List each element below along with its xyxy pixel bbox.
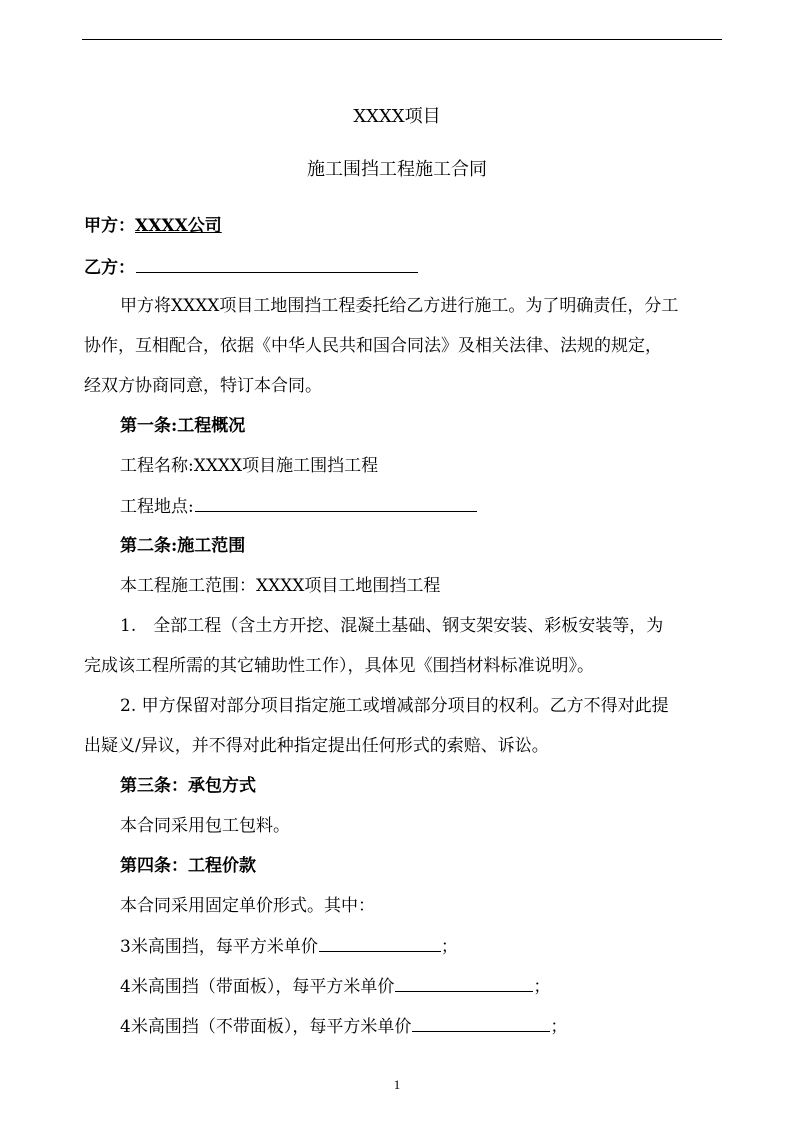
price-end-2: ； — [533, 977, 551, 997]
price-line-2 — [120, 975, 550, 998]
scope-item-2-line-1: 2. 甲方保留对部分项目指定施工或增减部分项目的权利。乙方不得对此提 — [120, 696, 669, 716]
party-a-label: 甲方： — [84, 216, 135, 236]
scope-item-1-line-1: 1. 全部工程（含土方开挖、混凝土基础、钢支架安装、彩板安装等，为 — [120, 616, 664, 636]
project-location-label: 工程地点: — [120, 497, 194, 517]
project-name-line: 工程名称:XXXX项目施工围挡工程 — [120, 456, 379, 476]
party-b-blank — [136, 256, 418, 273]
party-b-label: 乙方： — [84, 258, 135, 278]
intro-line-1: 甲方将XXXX项目工地围挡工程委托给乙方进行施工。为了明确责任，分工 — [120, 296, 679, 316]
intro-line-2: 协作，互相配合，依据《中华人民共和国合同法》及相关法律、法规的规定， — [84, 336, 662, 356]
header-rule — [82, 39, 722, 40]
price-line-3 — [120, 1015, 567, 1038]
article-4-heading: 第四条：工程价款 — [120, 856, 256, 876]
project-title: XXXX项目 — [353, 106, 441, 127]
price-label-1: 3米高围挡，每平方米单价 — [120, 937, 318, 957]
contract-mode-line: 本合同采用包工包料。 — [120, 816, 290, 836]
article-2-heading: 第二条:施工范围 — [120, 536, 246, 556]
price-blank-3 — [412, 1015, 550, 1032]
scope-line: 本工程施工范围：XXXX项目工地围挡工程 — [120, 576, 441, 596]
party-a-line — [84, 215, 222, 237]
price-line-1 — [120, 935, 458, 958]
price-end-1: ； — [440, 937, 458, 957]
article-1-heading: 第一条:工程概况 — [120, 416, 246, 436]
party-a-value: XXXX公司 — [135, 216, 222, 236]
price-label-3: 4米高围挡（不带面板），每平方米单价 — [120, 1017, 412, 1037]
party-b-line — [84, 256, 418, 279]
price-label-2: 4米高围挡（带面板），每平方米单价 — [120, 977, 395, 997]
price-end-3: ； — [550, 1017, 568, 1037]
scope-item-2-line-2: 出疑义/异议，并不得对此种指定提出任何形式的索赔、诉讼。 — [84, 736, 549, 756]
intro-line-3: 经双方协商同意，特订本合同。 — [84, 376, 322, 396]
page-number: 1 — [393, 1077, 401, 1092]
pricing-form-line: 本合同采用固定单价形式。其中： — [120, 896, 375, 916]
contract-title: 施工围挡工程施工合同 — [307, 159, 487, 180]
scope-item-1-line-2: 完成该工程所需的其它辅助性工作），具体见《围挡材料标准说明》。 — [84, 656, 594, 676]
article-3-heading: 第三条：承包方式 — [120, 776, 256, 796]
price-blank-1 — [319, 935, 441, 952]
price-blank-2 — [395, 975, 533, 992]
project-location-line — [120, 495, 477, 518]
project-location-blank — [195, 495, 477, 512]
